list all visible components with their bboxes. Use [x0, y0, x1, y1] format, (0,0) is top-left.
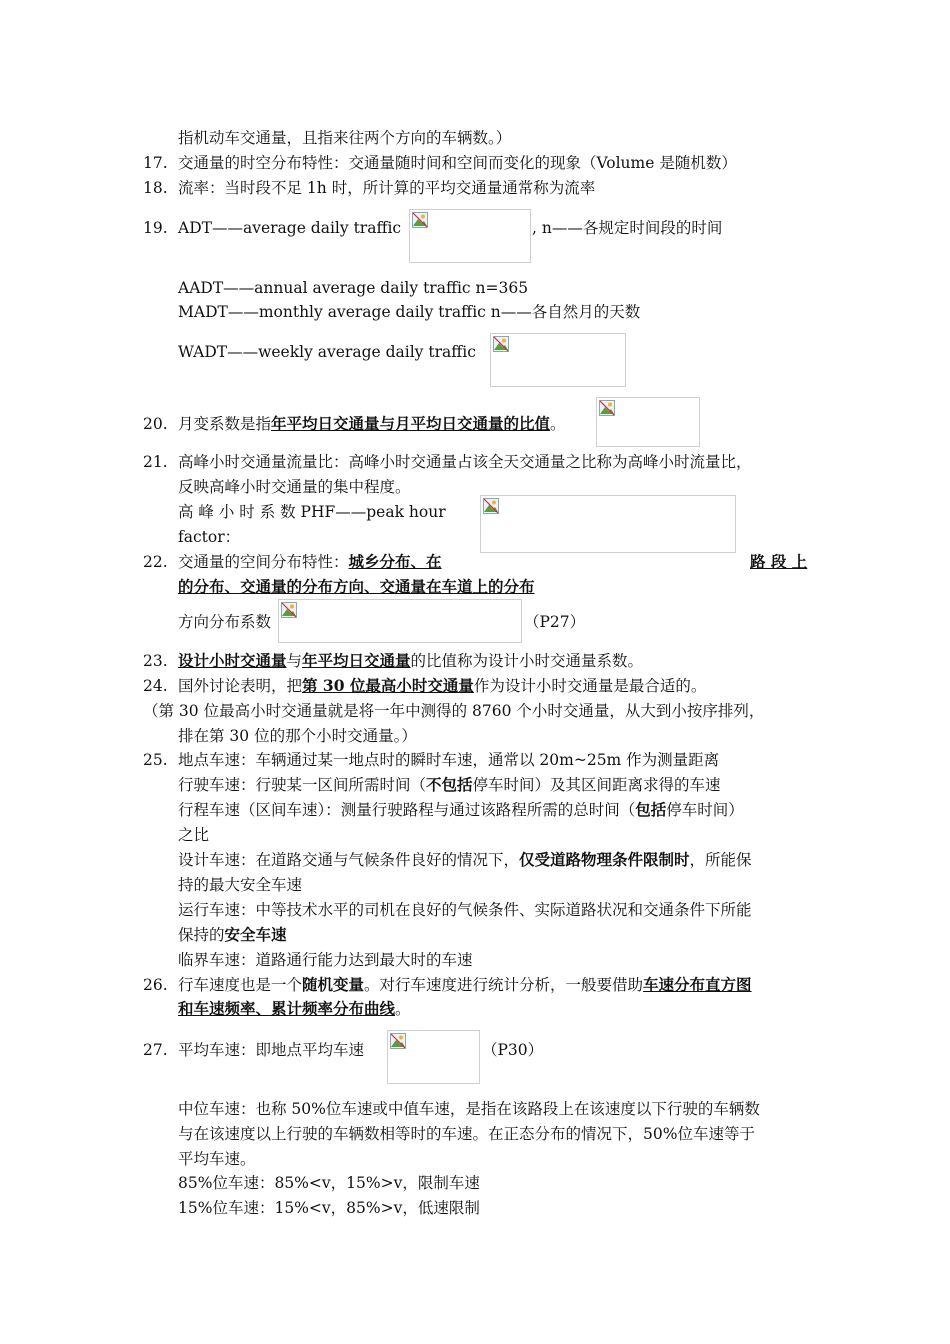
item-number: 17.	[143, 154, 168, 172]
formula-image	[490, 333, 626, 387]
formula-image	[596, 397, 700, 447]
text-line: 15%位车速：15%<v，85%>v，低速限制	[178, 1199, 480, 1217]
text-line: factor：	[178, 528, 241, 546]
text-line: （P27）	[524, 613, 586, 631]
text-line: 行车速度也是一个随机变量。对行车速度进行统计分析，一般要借助车速分布直方图	[178, 975, 752, 994]
text-line: 地点车速：车辆通过某一地点时的瞬时车速，通常以 20m~25m 作为测量距离	[178, 751, 720, 769]
text-line: AADT——annual average daily traffic n=365	[178, 279, 529, 297]
text-line: 高峰小时交通量流量比：高峰小时交通量占该全天交通量之比称为高峰小时流量比，	[178, 453, 752, 471]
text-line: 国外讨论表明，把第 30 位最高小时交通量作为设计小时交通量是最合适的。	[178, 676, 707, 695]
text-line: MADT——monthly average daily traffic n——各自然月的天数	[178, 303, 641, 321]
emphasis-text: 路 段 上	[750, 552, 808, 571]
text-line: 持的最大安全车速	[178, 876, 303, 894]
broken-image-icon	[483, 498, 499, 514]
text-line: ADT——average daily traffic	[178, 219, 402, 237]
text-line: 行程车速（区间车速）：测量行驶路程与通过该路程所需的总时间（包括停车时间）	[178, 800, 744, 819]
text-line: 与在该速度以上行驶的车辆数相等时的车速。在正态分布的情况下，50%位车速等于	[178, 1125, 755, 1143]
text-line: WADT——weekly average daily traffic	[178, 343, 476, 361]
emphasis-text: 的分布、交通量的分布方向、交通量在车道上的分布	[178, 577, 535, 596]
item-number: 20.	[143, 415, 168, 433]
text-line: 运行车速：中等技术水平的司机在良好的气候条件、实际道路状况和交通条件下所能	[178, 901, 752, 919]
emphasis-text: 城乡分布、在	[348, 552, 442, 571]
broken-image-icon	[390, 1033, 406, 1049]
text-line: 指机动车交通量，且指来往两个方向的车辆数。）	[178, 129, 512, 147]
text-line: 和车速频率、累计频率分布曲线。	[178, 999, 411, 1018]
broken-image-icon	[493, 336, 509, 352]
text-line: 行驶车速：行驶某一区间所需时间（不包括停车时间）及其区间距离求得的车速	[178, 775, 721, 794]
text-line: 之比	[178, 826, 210, 844]
text-line: 平均车速。	[178, 1150, 256, 1168]
emphasis-text: 年平均日交通量与月平均日交通量的比值	[271, 414, 551, 433]
item-number: 23.	[143, 652, 168, 670]
item-number: 18.	[143, 179, 168, 197]
item-number: 24.	[143, 677, 168, 695]
text-line: （P30）	[482, 1041, 544, 1059]
formula-image	[387, 1030, 480, 1084]
text-line: 交通量的时空分布特性：交通量随时间和空间而变化的现象（Volume 是随机数）	[178, 154, 737, 172]
broken-image-icon	[412, 212, 428, 228]
item-number: 19.	[143, 219, 168, 237]
item-number: 26.	[143, 976, 168, 994]
item-number: 21.	[143, 453, 168, 471]
item-number: 22.	[143, 553, 168, 571]
item-number: 25.	[143, 751, 168, 769]
text-line: 交通量的空间分布特性：城乡分布、在	[178, 552, 442, 571]
formula-image	[278, 599, 522, 643]
text-line: 平均车速：即地点平均车速	[178, 1041, 365, 1059]
formula-image	[409, 209, 531, 263]
text-line: 高 峰 小 时 系 数 PHF——peak hour	[178, 503, 446, 521]
text-line: 保持的安全车速	[178, 925, 287, 944]
item-number: 27.	[143, 1041, 168, 1059]
text-line: 排在第 30 位的那个小时交通量。）	[178, 727, 417, 745]
text-line: 中位车速：也称 50%位车速或中值车速，是指在该路段上在该速度以下行驶的车辆数	[178, 1100, 760, 1118]
text-line: 设计小时交通量与年平均日交通量的比值称为设计小时交通量系数。	[178, 651, 644, 670]
text-line: 反映高峰小时交通量的集中程度。	[178, 478, 411, 496]
text-line: 月变系数是指年平均日交通量与月平均日交通量的比值。	[178, 414, 566, 433]
text-line: 流率：当时段不足 1h 时，所计算的平均交通量通常称为流率	[178, 179, 596, 197]
broken-image-icon	[281, 602, 297, 618]
text-line: 85%位车速：85%<v，15%>v，限制车速	[178, 1174, 480, 1192]
text-line: , n——各规定时间段的时间	[532, 219, 723, 237]
text-line: 设计车速：在道路交通与气候条件良好的情况下，仅受道路物理条件限制时，所能保	[178, 850, 752, 869]
text-line: 临界车速：道路通行能力达到最大时的车速	[178, 951, 473, 969]
broken-image-icon	[599, 400, 615, 416]
formula-image	[480, 495, 736, 553]
text-line: 方向分布系数	[178, 613, 272, 631]
text-line: （第 30 位最高小时交通量就是将一年中测得的 8760 个小时交通量，从大到小按序排列，	[143, 702, 765, 720]
